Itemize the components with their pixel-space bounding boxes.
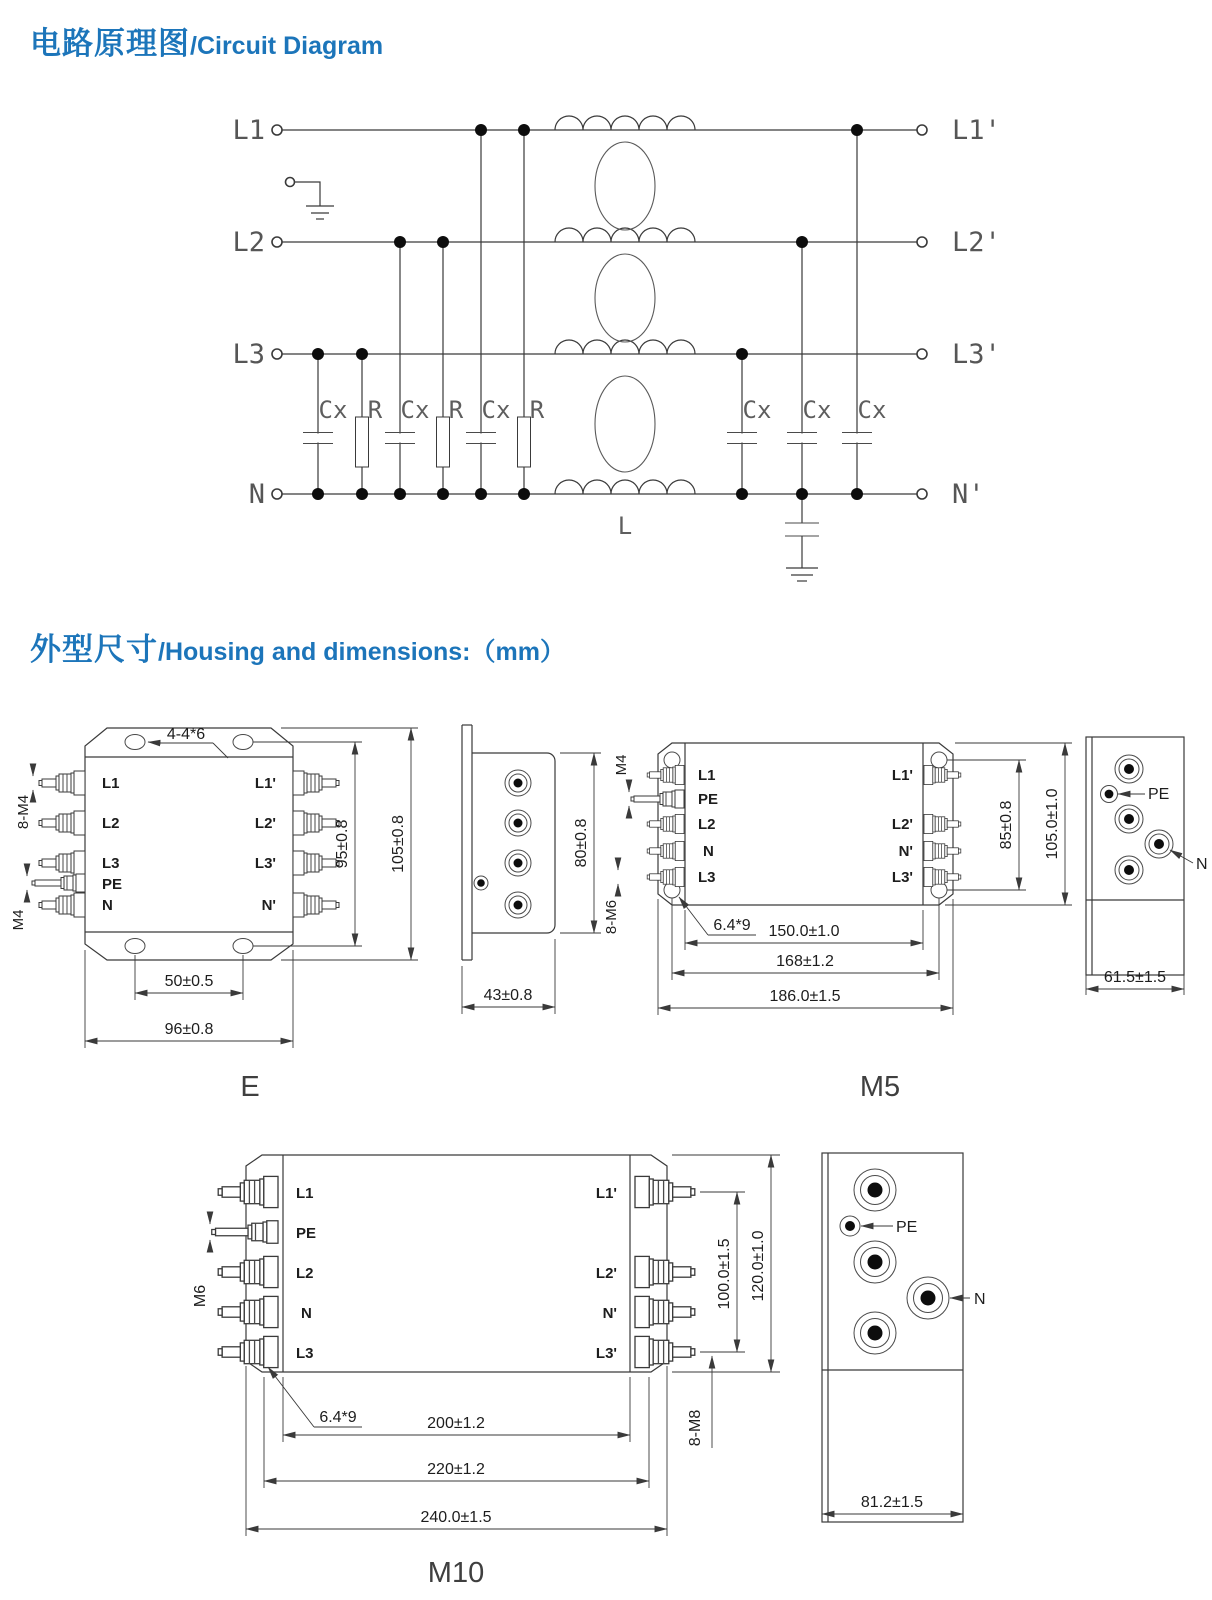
m5-slot-callout: 6.4*9 (713, 917, 751, 934)
m10-slot-callout: 6.4*9 (319, 1409, 357, 1426)
m5-term-np: N' (898, 843, 913, 860)
label-l3-out: L3' (952, 339, 1001, 370)
label-l2-out: L2' (952, 227, 1001, 258)
e-side-face (472, 753, 555, 933)
m10-dim-200: 200±1.2 (427, 1415, 485, 1432)
m10-term-l1: L1 (296, 1185, 314, 1202)
m5-dim-168: 168±1.2 (776, 953, 834, 970)
e-thread-8m4: 8-M4 (15, 794, 32, 830)
drawing-e-side (462, 725, 601, 1014)
m5-side-bolt-heads (1101, 755, 1174, 884)
label-r-3: R (529, 396, 545, 424)
m5-side-n-label: N (1196, 856, 1208, 873)
input-filter-branches (303, 130, 531, 494)
m5-side-pe-label: PE (1148, 786, 1170, 803)
e-term-l2: L2 (102, 815, 120, 832)
label-inductor: L (617, 512, 633, 540)
m5-term-l3p: L3' (891, 869, 913, 886)
m5-title: M5 (859, 1071, 901, 1103)
m5-term-pe: PE (698, 791, 719, 808)
m10-title: M10 (427, 1557, 485, 1589)
e-thread-m4: M4 (10, 909, 27, 931)
e-hole-callout: 4-4*6 (166, 726, 206, 743)
m10-term-pe: PE (296, 1225, 317, 1242)
e-term-pe: PE (102, 876, 123, 893)
e-mount-holes (125, 735, 253, 954)
m10-term-np: N' (602, 1305, 617, 1322)
m10-side-bolt-heads (840, 1169, 949, 1354)
m10-side-pe-label: PE (896, 1219, 918, 1236)
m10-dim-220: 220±1.2 (427, 1461, 485, 1478)
m10-thread-m6: M6 (192, 1284, 209, 1308)
label-r-2: R (448, 396, 464, 424)
m10-term-n: N (301, 1305, 312, 1322)
m5-term-l2p: L2' (891, 816, 913, 833)
e-dim-95: 95±0.8 (334, 819, 351, 869)
e-dim-96: 96±0.8 (164, 1021, 214, 1038)
m10-terminal-bolts (212, 1176, 695, 1367)
choke-cores (595, 142, 655, 472)
m10-dim-240: 240.0±1.5 (420, 1509, 492, 1526)
m10-side-outline (822, 1153, 963, 1522)
label-cx-4: Cx (742, 396, 772, 424)
e-term-n: N (102, 897, 113, 914)
label-l3: L3 (232, 339, 265, 370)
m5-side-dim-61: 61.5±1.5 (1103, 969, 1167, 986)
m5-term-l2: L2 (698, 816, 716, 833)
e-dim-50: 50±0.5 (164, 973, 214, 990)
e-side-bolt-heads (474, 770, 531, 918)
inductor-coils (555, 116, 695, 494)
eside-dim-80: 80±0.8 (573, 818, 590, 868)
label-cx-2: Cx (400, 396, 430, 424)
m5-term-n: N (703, 843, 714, 860)
e-term-l2p: L2' (254, 815, 276, 832)
m5-term-l1: L1 (698, 767, 716, 784)
e-housing-outline (85, 728, 293, 960)
section-title-circuit-en: /Circuit Diagram (190, 32, 384, 60)
section-title-circuit-zh: 电路原理图 (30, 26, 190, 61)
m5-dim-105: 105.0±1.0 (1044, 788, 1061, 860)
label-n-out: N' (952, 479, 985, 510)
label-l1: L1 (232, 115, 265, 146)
m5-thread-m4: M4 (613, 754, 630, 776)
m10-side-dim-81: 81.2±1.5 (860, 1494, 924, 1511)
section-title-housing-zh: 外型尺寸 (30, 632, 158, 667)
drawing-m5-front (603, 743, 1072, 1103)
m5-dim-186: 186.0±1.5 (769, 988, 841, 1005)
e-term-l1: L1 (102, 775, 120, 792)
drawing-e-front (10, 726, 418, 1103)
e-dim-105: 105±0.8 (390, 815, 407, 873)
e-term-np: N' (261, 897, 276, 914)
e-term-l1p: L1' (254, 775, 276, 792)
ground-symbol-input (286, 178, 335, 220)
m5-dim-150: 150.0±1.0 (768, 923, 840, 940)
e-term-l3p: L3' (254, 855, 276, 872)
label-l2: L2 (232, 227, 265, 258)
label-cx-5: Cx (802, 396, 832, 424)
m10-dim-100: 100.0±1.5 (716, 1238, 733, 1310)
m10-term-l3: L3 (296, 1345, 314, 1362)
drawing-m10-front (192, 1155, 780, 1589)
e-term-l3: L3 (102, 855, 120, 872)
m10-side-n-label: N (974, 1291, 986, 1308)
m5-term-l1p: L1' (891, 767, 913, 784)
m5-term-l3: L3 (698, 869, 716, 886)
m10-thread-8m8: 8-M8 (687, 1409, 704, 1447)
circuit-diagram (232, 115, 1000, 581)
m10-dim-120: 120.0±1.0 (750, 1230, 767, 1302)
drawing-m5-side (1086, 737, 1208, 995)
m10-term-l2: L2 (296, 1265, 314, 1282)
label-cx-3: Cx (481, 396, 511, 424)
drawing-m10-side (822, 1153, 986, 1522)
label-l1-out: L1' (952, 115, 1001, 146)
m5-thread-8m6: 8-M6 (603, 899, 620, 935)
m10-term-l1p: L1' (595, 1185, 617, 1202)
ground-capacitor-branch (785, 494, 819, 581)
label-cx-1: Cx (318, 396, 348, 424)
m10-term-l2p: L2' (595, 1265, 617, 1282)
label-cx-6: Cx (857, 396, 887, 424)
e-title: E (240, 1071, 260, 1103)
label-n: N (248, 479, 265, 510)
output-filter-branches (727, 130, 872, 494)
eside-dim-43: 43±0.8 (483, 987, 533, 1004)
label-r-1: R (367, 396, 383, 424)
m10-term-l3p: L3' (595, 1345, 617, 1362)
section-title-housing-en: /Housing and dimensions:（mm） (158, 638, 565, 666)
m5-side-outline (1086, 737, 1184, 975)
m5-dim-85: 85±0.8 (998, 800, 1015, 850)
circuit-terminals (272, 125, 927, 499)
